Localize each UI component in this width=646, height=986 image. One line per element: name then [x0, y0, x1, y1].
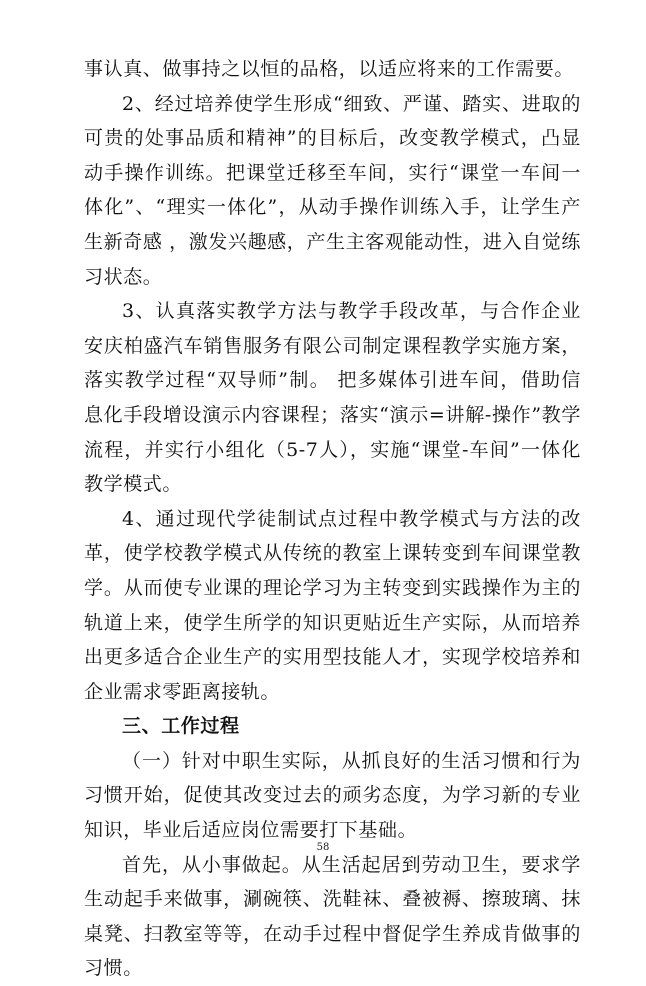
- paragraph-subsection-1: （一）针对中职生实际，从抓良好的生活习惯和行为习惯开始，促使其改变过去的顽劣态度，为学习新的专业知识，毕业后适应岗位需要打下基础。: [84, 749, 581, 842]
- paragraph-first-step: 首先，从小事做起。从生活起居到劳动卫生，要求学生动起手来做事，涮碗筷、洗鞋袜、叠被褥、擦玻璃、抹桌凳、扫教室等等，在动手过程中督促学生养成肯做事的习惯。: [84, 853, 581, 980]
- section-heading-work-process: 三、工作过程: [122, 715, 240, 738]
- page-number: 58: [316, 842, 330, 853]
- paragraph-continuation: 事认真、做事持之以恒的品格，以适应将来的工作需要。: [84, 58, 575, 80]
- paragraph-point-4: 4、通过现代学徒制试点过程中教学模式与方法的改革，使学校教学模式从传统的教室上课转变到车间课堂教学。从而使专业课的理论学习为主转变到实践操作为主的轨道上来，使学生所学的知识更贴近生产实际，从而培养出更多适合企业生产的实用型技能人才，实现学校培养和企业需求零距离接轨。: [84, 507, 581, 703]
- paragraph-point-2: 2、经过培养使学生形成“细致、严谨、踏实、进取的可贵的处事品质和精神”的目标后，改变教学模式，凸显动手操作训练。把课堂迁移至车间，实行“课堂一车间一体化”、“理实一体化”，从动手操作训练入手，让学生产生新奇感 ，激发兴趣感，产生主客观能动性，进入自觉练习状态。: [84, 92, 581, 288]
- paragraph-point-3: 3、认真落实教学方法与教学手段改革，与合作企业安庆柏盛汽车销售服务有限公司制定课程教学实施方案，落实教学过程“双导师”制。 把多媒体引进车间，借助信息化手段增设演示内容课程；落实“演示=讲解-操作”教学流程，并实行小组化（5-7人），实施“课堂-车间”一体化教学模式。: [84, 300, 581, 496]
